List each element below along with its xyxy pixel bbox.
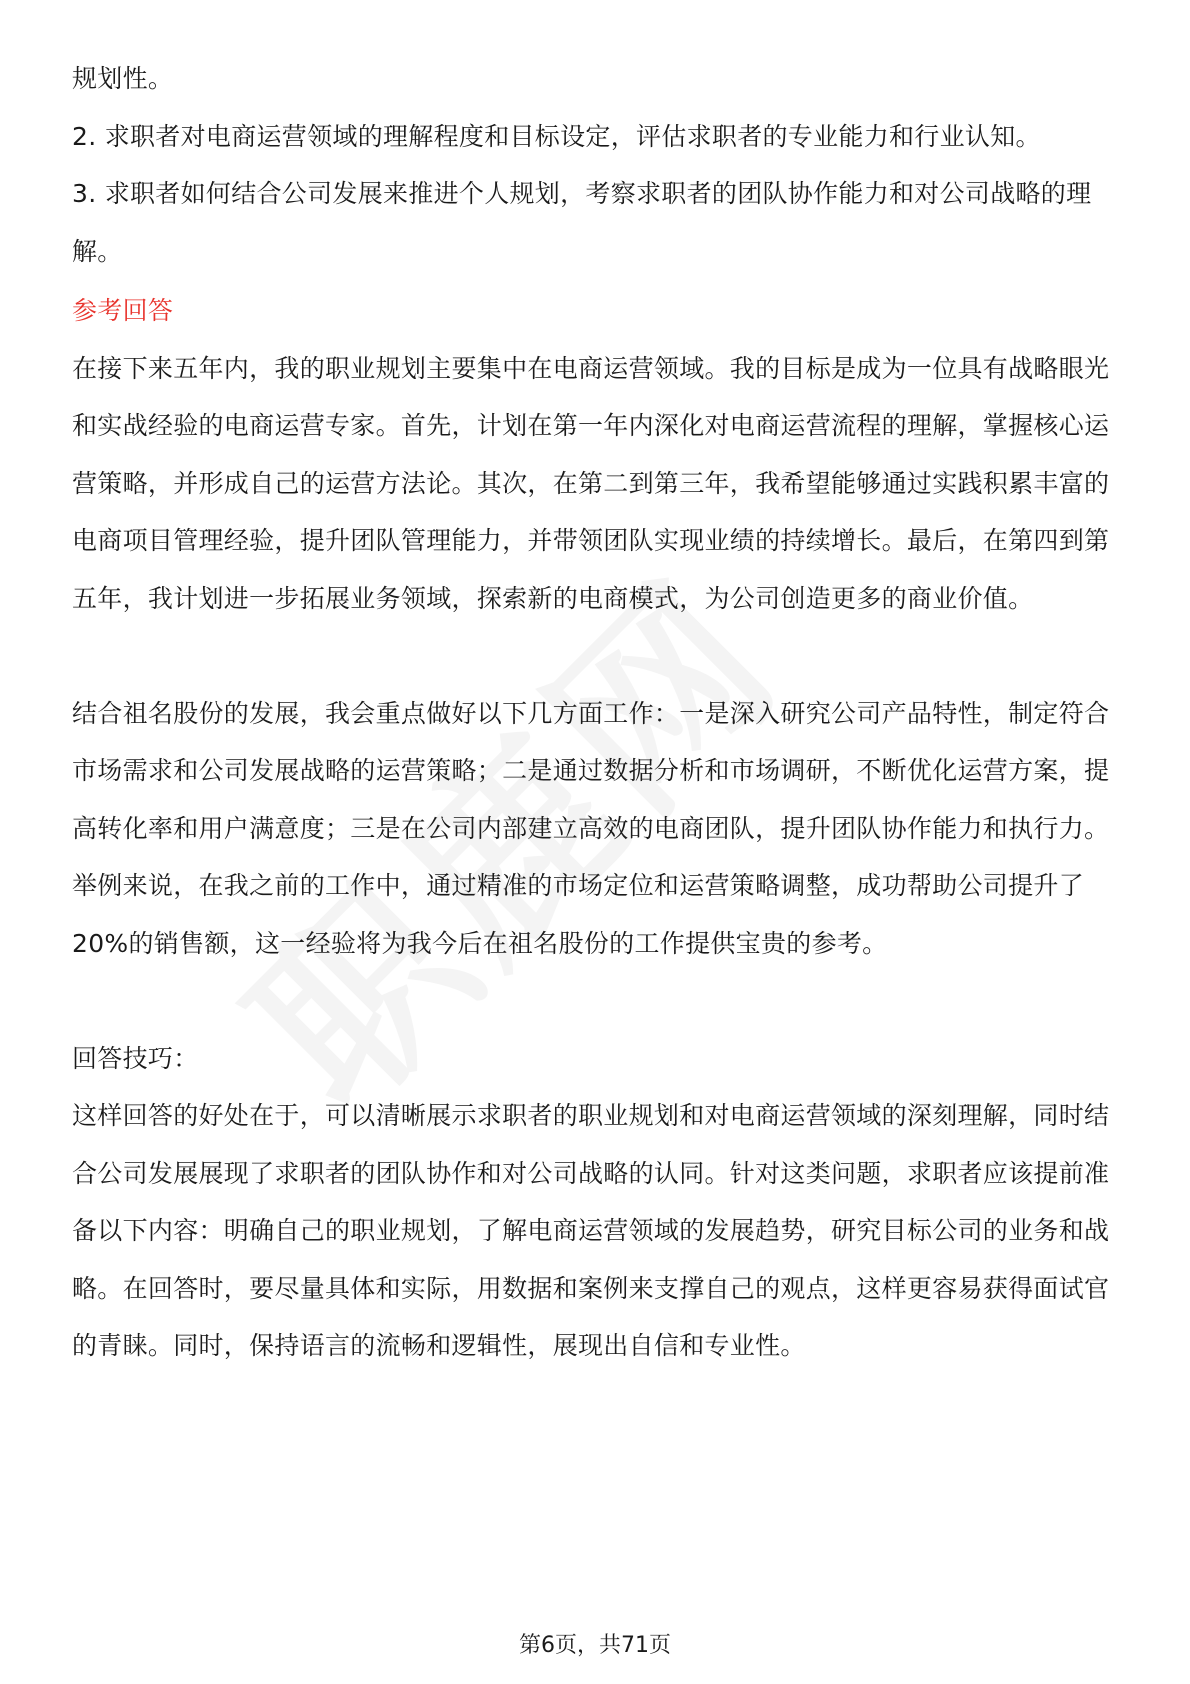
intro-line-1: 规划性。 bbox=[72, 64, 174, 93]
tips-heading: 回答技巧： bbox=[72, 1043, 199, 1073]
page-content bbox=[72, 50, 1118, 1375]
intro-line-2: 2. 求职者对电商运营领域的理解程度和目标设定，评估求职者的专业能力和行业认知。 bbox=[72, 121, 1041, 151]
reference-paragraph-2: 结合祖名股份的发展，我会重点做好以下几方面工作：一是深入研究公司产品特性，制定符合市场需求和公司发展战略的运营策略；二是通过数据分析和市场调研，不断优化运营方案，提高转化率和用户满意度；三是在公司内部建立高效的电商团队，提升团队协作能力和执行力。举例来说，在我之前的工作中，通过精准的市场定位和运营策略调整，成功帮助公司提升了20%的销售额，这一经验将为我今后在祖名股份的工作提供宝贵的参考。 bbox=[72, 698, 1110, 958]
page-number: 第6页，共71页 bbox=[519, 1633, 671, 1658]
reference-heading: 参考回答 bbox=[72, 296, 174, 325]
paragraph-gap bbox=[72, 972, 1118, 1030]
reference-paragraph-1: 在接下来五年内，我的职业规划主要集中在电商运营领域。我的目标是成为一位具有战略眼光和实战经验的电商运营专家。首先，计划在第一年内深化对电商运营流程的理解，掌握核心运营策略，并形成自己的运营方法论。其次，在第二到第三年，我希望能够通过实践积累丰富的电商项目管理经验，提升团队管理能力，并带领团队实现业绩的持续增长。最后，在第四到第五年，我计划进一步拓展业务领域，探索新的电商模式，为公司创造更多的商业价值。 bbox=[72, 353, 1110, 613]
tips-paragraph: 这样回答的好处在于，可以清晰展示求职者的职业规划和对电商运营领域的深刻理解，同时结合公司发展展现了求职者的团队协作和对公司战略的认同。针对这类问题，求职者应该提前准备以下内容：明确自己的职业规划，了解电商运营领域的发展趋势，研究目标公司的业务和战略。在回答时，要尽量具体和实际，用数据和案例来支撑自己的观点，这样更容易获得面试官的青睐。同时，保持语言的流畅和逻辑性，展现出自信和专业性。 bbox=[72, 1101, 1110, 1360]
intro-line-3: 3. 求职者如何结合公司发展来推进个人规划，考察求职者的团队协作能力和对公司战略的理解。 bbox=[72, 179, 1092, 266]
paragraph-gap bbox=[72, 627, 1118, 685]
